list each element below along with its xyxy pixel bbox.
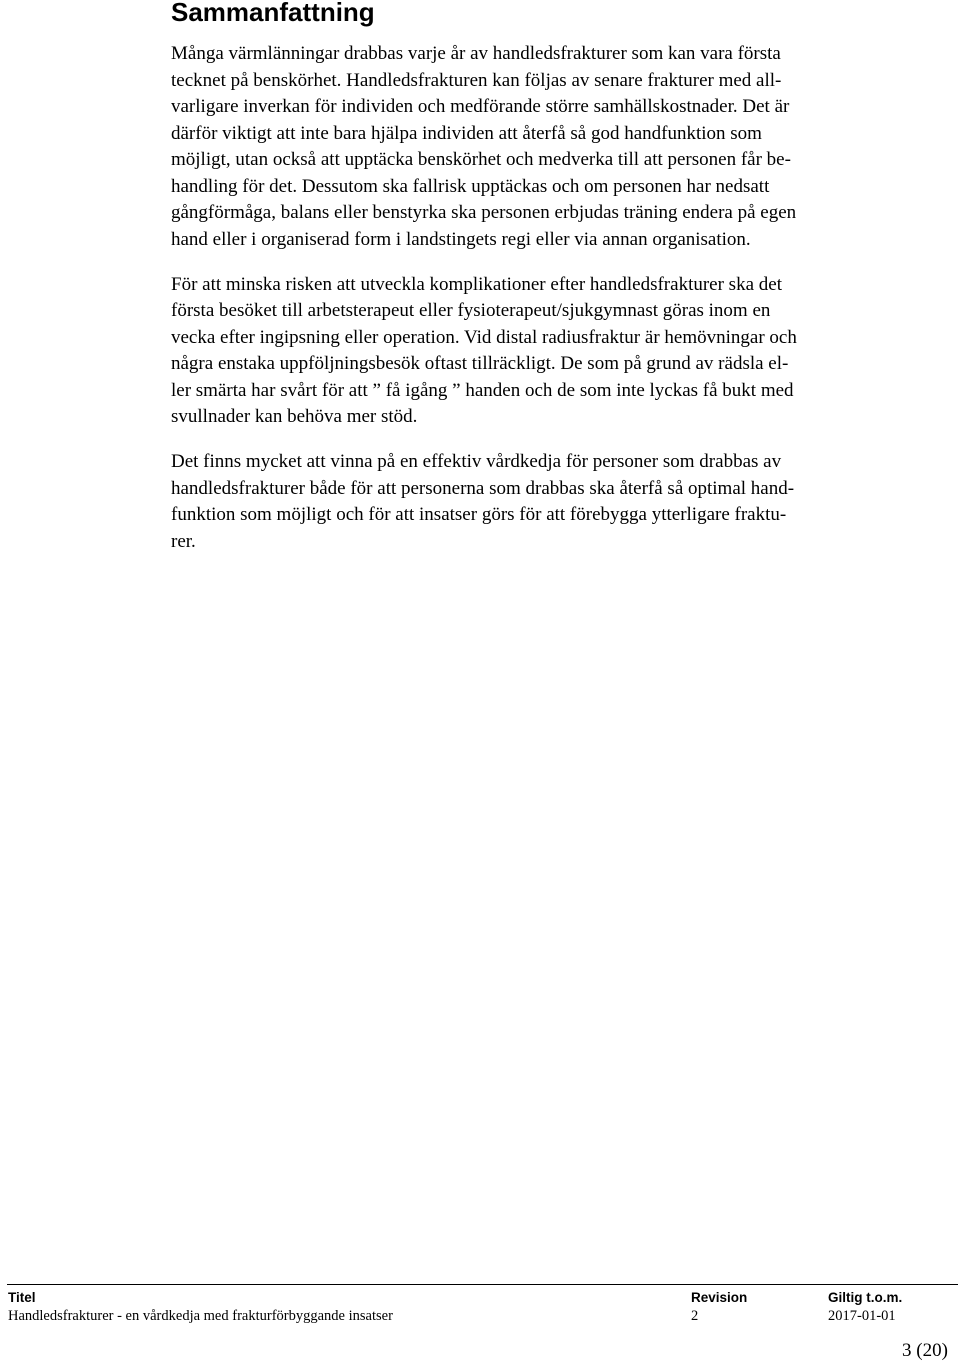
text-line: några enstaka uppföljningsbesök oftast tillräckligt. De som på grund av rädsla el- <box>171 353 789 374</box>
section-heading: Sammanfattning <box>171 0 375 27</box>
footer-title-value: Handledsfrakturer - en vårdkedja med frakturförbyggande insatser <box>8 1308 393 1324</box>
text-line: Det finns mycket att vinna på en effektiv vårdkedja för personer som drabbas av <box>171 451 782 472</box>
text-line: rer. <box>171 530 196 552</box>
text-line: Många värmlänningar drabbas varje år av handledsfrakturer som kan vara första <box>171 43 781 64</box>
paragraph-2 <box>171 272 931 431</box>
text-line: funktion som möjligt och för att insatser görs för att förebygga ytterligare fraktu- <box>171 504 787 525</box>
text-line: därför viktigt att inte bara hjälpa individen att återfå så god handfunktion som <box>171 122 762 144</box>
text-line: handledsfrakturer både för att personerna som drabbas ska återfå så optimal hand- <box>171 477 795 499</box>
text-line: tecknet på benskörhet. Handledsfrakturen kan följas av senare frakturer med all- <box>171 69 782 91</box>
text-line: gångförmåga, balans eller benstyrka ska personen erbjudas träning endera på egen <box>171 202 797 223</box>
text-line: vecka efter ingipsning eller operation. Vid distal radiusfraktur är hemövningar och <box>171 326 797 348</box>
paragraph-3 <box>171 449 931 555</box>
text-line: första besöket till arbetsterapeut eller fysioterapeut/sjukgymnast göras inom en <box>171 300 771 321</box>
page-number: 3 (20) <box>902 1340 948 1361</box>
text-line: hand eller i organiserad form i landstingets regi eller via annan organisation. <box>171 228 751 250</box>
footer-revision-label: Revision <box>691 1290 748 1305</box>
text-line: handling för det. Dessutom ska fallrisk upptäckas och om personen har nedsatt <box>171 175 770 197</box>
footer-valid-value: 2017-01-01 <box>828 1308 896 1324</box>
text-line: För att minska risken att utveckla komplikationer efter handledsfrakturer ska det <box>171 273 782 295</box>
paragraph-1 <box>171 41 931 253</box>
text-line: möjligt, utan också att upptäcka benskörhet och medverka till att personen får be- <box>171 149 791 170</box>
footer-revision-value: 2 <box>691 1308 699 1324</box>
text-line: ler smärta har svårt för att ” få igång ” handen och de som inte lyckas få bukt med <box>171 379 794 401</box>
document-footer <box>7 1284 958 1329</box>
footer-valid-label: Giltig t.o.m. <box>828 1290 903 1305</box>
text-line: svullnader kan behöva mer stöd. <box>171 406 418 427</box>
text-line: varligare inverkan för individen och medförande större samhällskostnader. Det är <box>171 96 790 117</box>
footer-title-label: Titel <box>8 1290 36 1305</box>
summary-body <box>171 41 931 574</box>
